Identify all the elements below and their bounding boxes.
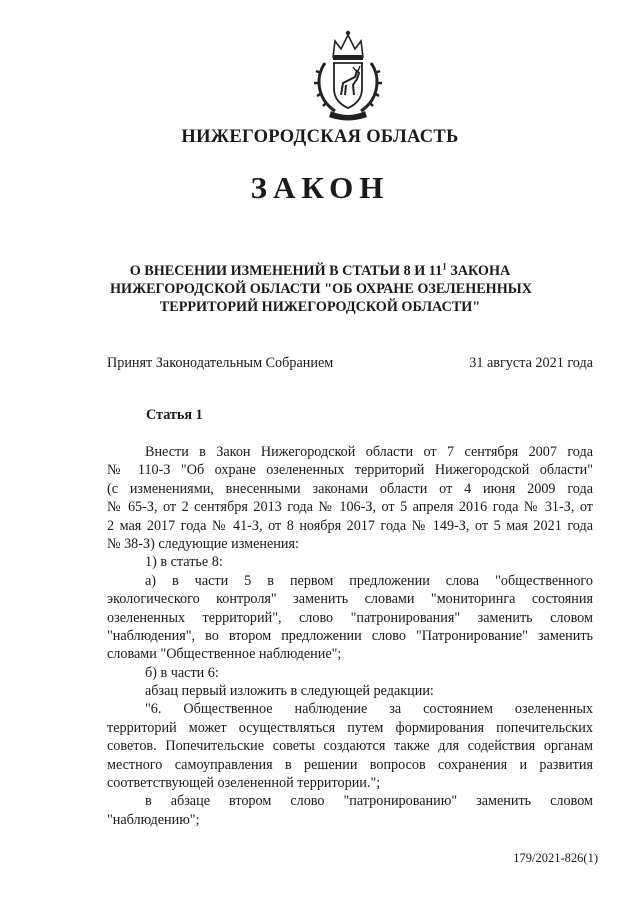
body-line: "6. Общественное наблюдение за состоянием озелененных <box>145 701 593 718</box>
article-heading: Статья 1 <box>146 407 203 423</box>
body-line: а) в части 5 в первом предложении слова "общественного <box>145 572 593 589</box>
body-line: "наблюдения", во втором предложении слово "Патронирование" заменить <box>107 627 593 644</box>
body-line: советов. Попечительские советы создаются также для содействия органам <box>107 738 593 755</box>
title-line: ТЕРРИТОРИЙ НИЖЕГОРОДСКОЙ ОБЛАСТИ" <box>159 299 481 315</box>
body-line: "наблюдению"; <box>107 811 200 828</box>
body-line: экологического контроля" заменить словами "мониторинга состояния <box>107 591 593 608</box>
body-line: 2 мая 2017 года № 41-З, от 8 ноября 2017 года № 149-З, от 5 мая 2021 года <box>107 517 593 534</box>
title-line: НИЖЕГОРОДСКОЙ ОБЛАСТИ "ОБ ОХРАНЕ ОЗЕЛЕНЕННЫХ <box>110 281 532 297</box>
body-line: местного самоуправления в решении вопросов сохранения и развития <box>107 756 593 773</box>
body-line: № 110-З "Об охране озелененных территорий Нижегородской области" <box>107 462 593 479</box>
body-line: соответствующей озелененной территории."; <box>107 775 381 792</box>
article-body <box>107 443 593 829</box>
title-superscript: 1 <box>442 261 447 272</box>
body-line: Внести в Закон Нижегородской области от 7 сентября 2007 года <box>145 444 593 460</box>
body-line: 1) в статье 8: <box>145 554 223 571</box>
body-line: абзац первый изложить в следующей редакции: <box>145 683 434 700</box>
document-title <box>110 262 530 316</box>
body-line: № 38-З) следующие изменения: <box>107 535 299 552</box>
body-line: № 65-З, от 2 сентября 2013 года № 106-З, от 5 апреля 2016 года № 31-З, от <box>107 499 593 516</box>
body-line: б) в части 6: <box>145 664 219 681</box>
title-line: О ВНЕСЕНИИ ИЗМЕНЕНИЙ В СТАТЬИ 8 И $11^1$ ЗАКОНА <box>129 261 511 279</box>
body-line: (с изменениями, внесенными законами области от 4 июня 2009 года <box>107 480 593 497</box>
adoption-date: 31 августа 2021 года <box>469 355 593 371</box>
nizhny-novgorod-coat-of-arms-icon <box>313 27 383 123</box>
body-line: территорий может осуществляться путем формирования попечительских <box>107 719 593 736</box>
body-line: озелененных территорий", слово "патронирования" заменить словом <box>107 609 593 626</box>
document-code: 179/2021-826(1) <box>513 851 598 865</box>
adopted-by: Принят Законодательным Собранием <box>107 355 334 371</box>
body-line: в абзаце втором слово "патронированию" заменить словом <box>145 793 593 810</box>
body-line: словами "Общественное наблюдение"; <box>107 646 342 663</box>
region-name: НИЖЕГОРОДСКАЯ ОБЛАСТЬ <box>181 127 459 147</box>
document-type: ЗАКОН <box>250 170 390 205</box>
